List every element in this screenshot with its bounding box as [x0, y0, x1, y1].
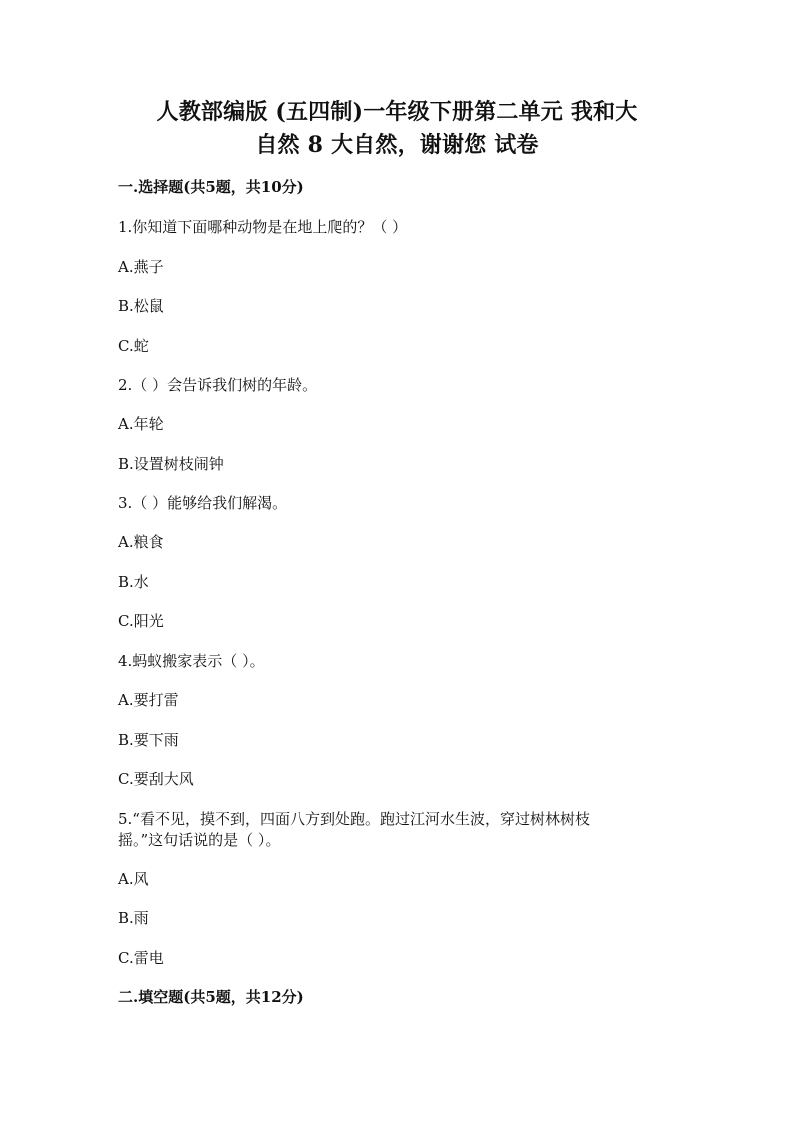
question-3-option-b: B.水: [118, 573, 149, 591]
question-3-stem: 3.（ ）能够给我们解渴。: [118, 494, 288, 512]
question-4-option-b: B.要下雨: [118, 731, 179, 749]
question-2-option-a: A.年轮: [118, 415, 164, 433]
question-2-stem: 2.（ ）会告诉我们树的年龄。: [118, 376, 318, 394]
section-heading-choice: 一.选择题(共5题，共10分): [118, 178, 304, 196]
question-4-stem: 4.蚂蚁搬家表示（ ）。: [118, 652, 265, 670]
question-3-option-c: C.阳光: [118, 612, 164, 630]
question-3-option-a: A.粮食: [118, 533, 164, 551]
question-5-stem-line-2: 摇。”这句话说的是（ ）。: [118, 831, 281, 849]
question-5-option-b: B.雨: [118, 909, 149, 927]
document-title-line-2: 自然 8 大自然，谢谢您 试卷: [255, 132, 539, 158]
question-4-option-c: C.要刮大风: [118, 770, 194, 788]
question-5-option-a: A.风: [118, 870, 149, 888]
question-5-option-c: C.雷电: [118, 949, 164, 967]
question-1-stem: 1.你知道下面哪种动物是在地上爬的？（ ）: [118, 218, 408, 236]
question-1-option-b: B.松鼠: [118, 297, 164, 315]
question-2-option-b: B.设置树枝闹钟: [118, 455, 224, 473]
question-4-option-a: A.要打雷: [118, 691, 179, 709]
question-1-option-c: C.蛇: [118, 337, 149, 355]
question-1-option-a: A.燕子: [118, 258, 164, 276]
document-title-line-1: 人教部编版 (五四制)一年级下册第二单元 我和大: [156, 99, 638, 125]
question-5-stem-line-1: 5.“看不见，摸不到，四面八方到处跑。跑过江河水生波，穿过树林树枝: [118, 810, 590, 828]
section-heading-fill-blank: 二.填空题(共5题，共12分): [118, 988, 304, 1006]
